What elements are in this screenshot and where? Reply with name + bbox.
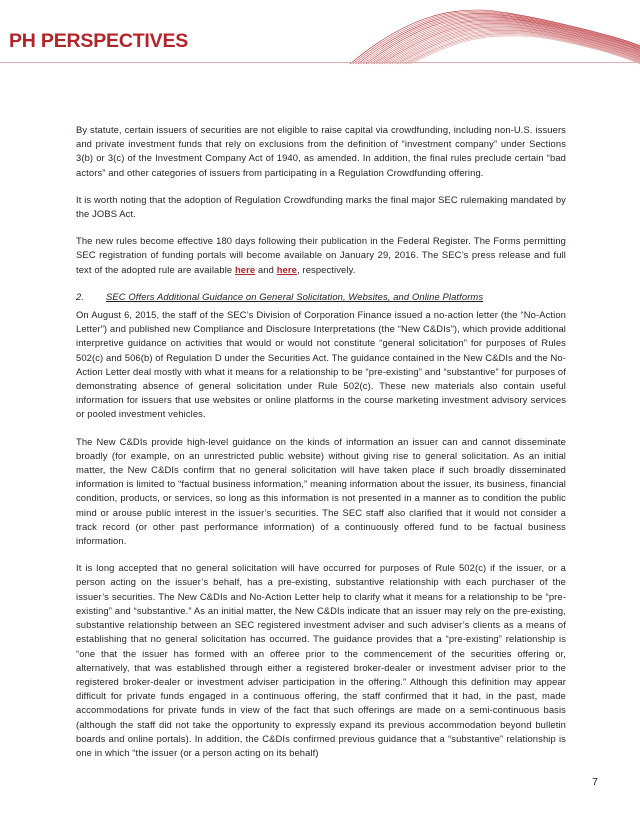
wave-line [410,36,640,64]
press-release-link[interactable]: here [234,263,256,275]
section-number: 2. [76,290,85,302]
paragraph-effective-date [76,234,566,277]
header-rule [0,62,640,63]
paragraph-ineligible-issuers: By statute, certain issuers of securities are not eligible to raise capital via crowdfunding, including non-U.S. issuers and private investment funds that rely on exclusions from the definition of “investment company” under Sections 3(b) or 3(c) of the Investment Company Act of 1940, as amended. In addition, the final rules preclude certain “bad actors” and other categories of issuers from participating in a Regulation Crowdfunding offering. [76,124,566,178]
paragraph-pre-existing-relationship: It is long accepted that no general solicitation will have occurred for purposes of Rule 502(c) if the issuer, or a person acting on the issuer’s behalf, has a pre-existing, substantive relationship with each purchaser of the issuer’s securities. The New C&DIs and No-Action Letter help to clarify what it means for a relationship to be “pre-existing” and “substantive.” As an initial matter, the New C&DIs indicate that an issuer may rely on the pre-existing, substantive relationship between an SEC registered investment adviser and such adviser’s clients as a means of establishing that no general solicitation has occurred. The guidance provides that a “pre-existing” relationship is “one that the issuer has formed with an offeree prior to the commencement of the securities offering or, alternatively, that was established through either a registered broker-dealer or investment adviser prior to the registered broker-dealer or investment adviser participation in the offering.” Although this definition may appear difficult for private funds engaged in a continuous offering, the staff confirmed that it had, in the past, made accommodations for private funds in view of the fact that such offerings are made on a semi-continuous basis (although the staff did not take the opportunity to expressly expand its previous accommodation beyond bulletin boards and online portals). In addition, the C&DIs confirmed previous guidance that a “substantive” relationship is one in which “the issuer (or a person acting on its behalf) [76,562,566,758]
respectively-text: , respectively. [297,263,356,275]
page-header [0,0,640,76]
paragraph-jobs-act: It is worth noting that the adoption of Regulation Crowdfunding marks the final major SEC rulemaking mandated by the JOBS Act. [76,193,566,220]
paragraph-no-action-letter: On August 6, 2015, the staff of the SEC’s Division of Corporation Finance issued a no-action letter (the “No-Action Letter”) and published new Compliance and Disclosure Interpretations (the “New C&DIs”), which provide additional interpretive guidance on activities that would or would not constitute “general solicitation” for purposes of Rules 502(c) and 506(b) of Regulation D under the Securities Act. The guidance contained in the New C&DIs and the No-Action Letter deal mostly with what it means for a relationship to be “pre-existing” and “substantive” for purposes of demonstrating absence of general solicitation under Rule 502(c). These new materials also contain useful information for issuers that use websites or online platforms in the course marketing investment advisory services or pooled investment vehicles. [76,309,566,420]
wave-lines-graphic [300,6,640,76]
adopted-rule-link[interactable]: here [276,263,297,275]
page-number: 7 [592,776,598,788]
link-separator: and [255,263,277,275]
paragraph-factual-information: The New C&DIs provide high-level guidance on the kinds of information an issuer can and cannot disseminate broadly (for example, on an unrestricted public website) without giving rise to general solicitation. As an initial matter, the New C&DIs confirm that no general solicitation will have taken place if such broadly disseminated information is limited to “factual business information,” meaning information about the issuer, its business, financial condition, products, or services, so long as this information is not presented in a manner as to condition the public mind or arouse public interest in the issuer’s securities. The SEC staff also clarified that it would not consider a track record (or other past performance information) of a continuously offered fund to be factual business information. [76,435,566,547]
section-heading [76,290,566,304]
brand-title: PH PERSPECTIVES [9,30,189,52]
effective-date-text: The new rules become effective 180 days following their publication in the Federal Register. The Forms permitting SEC registration of funding portals will become available on January 29, 2016. The SEC’s press release and full text of the adopted rule are available [76,235,566,275]
section-title: SEC Offers Additional Guidance on General Solicitation, Websites, and Online Platforms [106,290,484,302]
article-body [76,123,566,773]
